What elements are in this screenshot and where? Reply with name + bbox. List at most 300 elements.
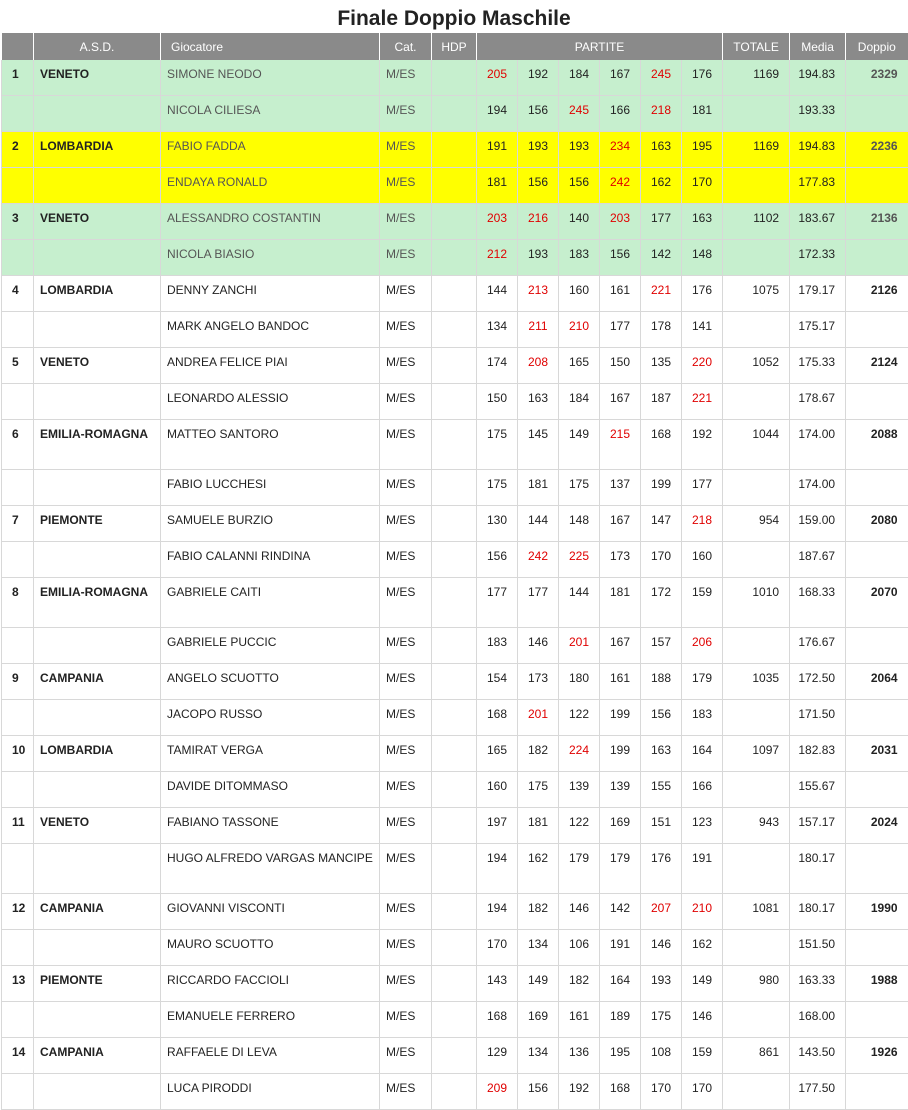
game-score-cell: 175 xyxy=(518,772,559,808)
total-cell xyxy=(723,168,790,204)
game-score-cell: 163 xyxy=(641,132,682,168)
asd-cell: CAMPANIA xyxy=(34,664,161,700)
double-cell: 1988 xyxy=(846,966,908,1002)
rank-cell xyxy=(2,700,34,736)
game-score-cell: 175 xyxy=(477,470,518,506)
total-cell: 1097 xyxy=(723,736,790,772)
hdp-cell xyxy=(432,808,477,844)
hdp-cell xyxy=(432,168,477,204)
game-score-cell: 183 xyxy=(682,700,723,736)
game-score-cell: 173 xyxy=(518,664,559,700)
game-score-cell: 164 xyxy=(682,736,723,772)
player-cell: ENDAYA RONALD xyxy=(161,168,380,204)
table-row xyxy=(2,312,908,348)
avg-cell: 155.67 xyxy=(790,772,846,808)
rank-cell xyxy=(2,628,34,664)
avg-cell: 168.33 xyxy=(790,578,846,628)
cat-cell: M/ES xyxy=(380,312,432,348)
hdp-cell xyxy=(432,1074,477,1110)
player-cell: GABRIELE PUCCIC xyxy=(161,628,380,664)
table-row xyxy=(2,384,908,420)
avg-cell: 172.50 xyxy=(790,664,846,700)
game-score-cell: 207 xyxy=(641,894,682,930)
game-score-cell: 161 xyxy=(600,664,641,700)
game-score-cell: 199 xyxy=(600,700,641,736)
game-score-cell: 234 xyxy=(600,132,641,168)
total-cell xyxy=(723,1074,790,1110)
header-rank xyxy=(2,33,34,60)
game-score-cell: 191 xyxy=(682,844,723,894)
game-score-cell: 170 xyxy=(641,1074,682,1110)
game-score-cell: 142 xyxy=(641,240,682,276)
game-score-cell: 139 xyxy=(559,772,600,808)
table-row xyxy=(2,542,908,578)
table-row xyxy=(2,772,908,808)
cat-cell: M/ES xyxy=(380,348,432,384)
hdp-cell xyxy=(432,966,477,1002)
rank-cell: 4 xyxy=(2,276,34,312)
player-cell: SIMONE NEODO xyxy=(161,60,380,96)
game-score-cell: 165 xyxy=(477,736,518,772)
cat-cell: M/ES xyxy=(380,60,432,96)
player-cell: DENNY ZANCHI xyxy=(161,276,380,312)
asd-cell xyxy=(34,1074,161,1110)
asd-cell xyxy=(34,700,161,736)
game-score-cell: 108 xyxy=(641,1038,682,1074)
cat-cell: M/ES xyxy=(380,1038,432,1074)
player-cell: TAMIRAT VERGA xyxy=(161,736,380,772)
rank-cell: 13 xyxy=(2,966,34,1002)
asd-cell: VENETO xyxy=(34,808,161,844)
game-score-cell: 168 xyxy=(477,700,518,736)
game-score-cell: 122 xyxy=(559,700,600,736)
total-cell xyxy=(723,772,790,808)
avg-cell: 180.17 xyxy=(790,844,846,894)
table-row xyxy=(2,1038,908,1074)
game-score-cell: 170 xyxy=(682,168,723,204)
game-score-cell: 192 xyxy=(682,420,723,470)
asd-cell: LOMBARDIA xyxy=(34,276,161,312)
total-cell xyxy=(723,470,790,506)
rank-cell xyxy=(2,240,34,276)
game-score-cell: 182 xyxy=(559,966,600,1002)
header-hdp: HDP xyxy=(432,33,477,60)
double-cell xyxy=(846,96,908,132)
game-score-cell: 177 xyxy=(518,578,559,628)
asd-cell xyxy=(34,168,161,204)
asd-cell xyxy=(34,844,161,894)
game-score-cell: 160 xyxy=(477,772,518,808)
hdp-cell xyxy=(432,312,477,348)
rank-cell xyxy=(2,312,34,348)
game-score-cell: 122 xyxy=(559,808,600,844)
rank-cell xyxy=(2,470,34,506)
total-cell: 1035 xyxy=(723,664,790,700)
avg-cell: 193.33 xyxy=(790,96,846,132)
hdp-cell xyxy=(432,60,477,96)
game-score-cell: 143 xyxy=(477,966,518,1002)
game-score-cell: 201 xyxy=(518,700,559,736)
game-score-cell: 209 xyxy=(477,1074,518,1110)
table-row xyxy=(2,628,908,664)
avg-cell: 177.50 xyxy=(790,1074,846,1110)
hdp-cell xyxy=(432,894,477,930)
cat-cell: M/ES xyxy=(380,1002,432,1038)
player-cell: DAVIDE DITOMMASO xyxy=(161,772,380,808)
avg-cell: 168.00 xyxy=(790,1002,846,1038)
game-score-cell: 183 xyxy=(477,628,518,664)
player-cell: MATTEO SANTORO xyxy=(161,420,380,470)
avg-cell: 178.67 xyxy=(790,384,846,420)
game-score-cell: 199 xyxy=(641,470,682,506)
game-score-cell: 245 xyxy=(641,60,682,96)
game-score-cell: 193 xyxy=(518,240,559,276)
asd-cell: EMILIA-ROMAGNA xyxy=(34,578,161,628)
total-cell xyxy=(723,628,790,664)
game-score-cell: 194 xyxy=(477,894,518,930)
cat-cell: M/ES xyxy=(380,966,432,1002)
double-cell xyxy=(846,168,908,204)
game-score-cell: 151 xyxy=(641,808,682,844)
table-row xyxy=(2,240,908,276)
player-cell: MARK ANGELO BANDOC xyxy=(161,312,380,348)
hdp-cell xyxy=(432,240,477,276)
rank-cell xyxy=(2,844,34,894)
game-score-cell: 224 xyxy=(559,736,600,772)
hdp-cell xyxy=(432,628,477,664)
header-asd: A.S.D. xyxy=(34,33,161,60)
game-score-cell: 193 xyxy=(559,132,600,168)
cat-cell: M/ES xyxy=(380,506,432,542)
table-row xyxy=(2,844,908,894)
total-cell xyxy=(723,312,790,348)
player-cell: RICCARDO FACCIOLI xyxy=(161,966,380,1002)
total-cell: 980 xyxy=(723,966,790,1002)
game-score-cell: 167 xyxy=(600,628,641,664)
table-row xyxy=(2,132,908,168)
game-score-cell: 175 xyxy=(559,470,600,506)
double-cell: 2136 xyxy=(846,204,908,240)
hdp-cell xyxy=(432,1038,477,1074)
hdp-cell xyxy=(432,736,477,772)
rank-cell xyxy=(2,1002,34,1038)
avg-cell: 194.83 xyxy=(790,60,846,96)
game-score-cell: 184 xyxy=(559,60,600,96)
table-row xyxy=(2,204,908,240)
total-cell xyxy=(723,1002,790,1038)
results-body xyxy=(2,60,908,1110)
game-score-cell: 150 xyxy=(600,348,641,384)
game-score-cell: 193 xyxy=(641,966,682,1002)
double-cell xyxy=(846,930,908,966)
game-score-cell: 183 xyxy=(559,240,600,276)
game-score-cell: 221 xyxy=(682,384,723,420)
game-score-cell: 146 xyxy=(559,894,600,930)
player-cell: JACOPO RUSSO xyxy=(161,700,380,736)
total-cell: 1010 xyxy=(723,578,790,628)
game-score-cell: 181 xyxy=(682,96,723,132)
game-score-cell: 162 xyxy=(682,930,723,966)
rank-cell: 5 xyxy=(2,348,34,384)
game-score-cell: 179 xyxy=(559,844,600,894)
player-cell: LEONARDO ALESSIO xyxy=(161,384,380,420)
double-cell xyxy=(846,1002,908,1038)
total-cell xyxy=(723,542,790,578)
game-score-cell: 187 xyxy=(641,384,682,420)
asd-cell xyxy=(34,384,161,420)
asd-cell xyxy=(34,542,161,578)
rank-cell: 12 xyxy=(2,894,34,930)
game-score-cell: 168 xyxy=(641,420,682,470)
game-score-cell: 167 xyxy=(600,60,641,96)
avg-cell: 143.50 xyxy=(790,1038,846,1074)
asd-cell: CAMPANIA xyxy=(34,1038,161,1074)
player-cell: FABIO CALANNI RINDINA xyxy=(161,542,380,578)
game-score-cell: 130 xyxy=(477,506,518,542)
total-cell xyxy=(723,700,790,736)
total-cell: 1169 xyxy=(723,60,790,96)
game-score-cell: 174 xyxy=(477,348,518,384)
game-score-cell: 242 xyxy=(600,168,641,204)
game-score-cell: 154 xyxy=(477,664,518,700)
game-score-cell: 216 xyxy=(518,204,559,240)
total-cell xyxy=(723,384,790,420)
player-cell: FABIO FADDA xyxy=(161,132,380,168)
hdp-cell xyxy=(432,664,477,700)
double-cell xyxy=(846,700,908,736)
game-score-cell: 181 xyxy=(477,168,518,204)
cat-cell: M/ES xyxy=(380,168,432,204)
game-score-cell: 242 xyxy=(518,542,559,578)
game-score-cell: 137 xyxy=(600,470,641,506)
game-score-cell: 155 xyxy=(641,772,682,808)
game-score-cell: 205 xyxy=(477,60,518,96)
player-cell: NICOLA CILIESA xyxy=(161,96,380,132)
rank-cell xyxy=(2,96,34,132)
game-score-cell: 179 xyxy=(600,844,641,894)
player-cell: SAMUELE BURZIO xyxy=(161,506,380,542)
total-cell: 1102 xyxy=(723,204,790,240)
hdp-cell xyxy=(432,844,477,894)
game-score-cell: 172 xyxy=(641,578,682,628)
game-score-cell: 175 xyxy=(641,1002,682,1038)
game-score-cell: 144 xyxy=(518,506,559,542)
total-cell xyxy=(723,844,790,894)
cat-cell: M/ES xyxy=(380,930,432,966)
game-score-cell: 213 xyxy=(518,276,559,312)
game-score-cell: 142 xyxy=(600,894,641,930)
hdp-cell xyxy=(432,772,477,808)
table-row xyxy=(2,96,908,132)
game-score-cell: 170 xyxy=(682,1074,723,1110)
game-score-cell: 147 xyxy=(641,506,682,542)
game-score-cell: 184 xyxy=(559,384,600,420)
results-table xyxy=(1,33,908,1110)
cat-cell: M/ES xyxy=(380,844,432,894)
game-score-cell: 168 xyxy=(477,1002,518,1038)
game-score-cell: 191 xyxy=(600,930,641,966)
asd-cell xyxy=(34,772,161,808)
table-row xyxy=(2,506,908,542)
game-score-cell: 175 xyxy=(477,420,518,470)
player-cell: GIOVANNI VISCONTI xyxy=(161,894,380,930)
player-cell: NICOLA BIASIO xyxy=(161,240,380,276)
rank-cell: 3 xyxy=(2,204,34,240)
game-score-cell: 220 xyxy=(682,348,723,384)
rank-cell xyxy=(2,1074,34,1110)
game-score-cell: 169 xyxy=(518,1002,559,1038)
double-cell xyxy=(846,1074,908,1110)
total-cell: 1075 xyxy=(723,276,790,312)
game-score-cell: 134 xyxy=(477,312,518,348)
rank-cell xyxy=(2,384,34,420)
game-score-cell: 156 xyxy=(600,240,641,276)
player-cell: FABIO LUCCHESI xyxy=(161,470,380,506)
hdp-cell xyxy=(432,384,477,420)
rank-cell xyxy=(2,542,34,578)
rank-cell: 10 xyxy=(2,736,34,772)
total-cell xyxy=(723,96,790,132)
game-score-cell: 156 xyxy=(518,96,559,132)
game-score-cell: 211 xyxy=(518,312,559,348)
rank-cell: 2 xyxy=(2,132,34,168)
game-score-cell: 167 xyxy=(600,384,641,420)
double-cell xyxy=(846,772,908,808)
double-cell: 2070 xyxy=(846,578,908,628)
table-row xyxy=(2,930,908,966)
game-score-cell: 134 xyxy=(518,1038,559,1074)
table-row xyxy=(2,420,908,470)
game-score-cell: 146 xyxy=(682,1002,723,1038)
game-score-cell: 136 xyxy=(559,1038,600,1074)
player-cell: GABRIELE CAITI xyxy=(161,578,380,628)
total-cell: 861 xyxy=(723,1038,790,1074)
table-row xyxy=(2,348,908,384)
hdp-cell xyxy=(432,470,477,506)
avg-cell: 175.17 xyxy=(790,312,846,348)
rank-cell xyxy=(2,168,34,204)
cat-cell: M/ES xyxy=(380,96,432,132)
game-score-cell: 146 xyxy=(518,628,559,664)
cat-cell: M/ES xyxy=(380,420,432,470)
total-cell: 1052 xyxy=(723,348,790,384)
total-cell xyxy=(723,240,790,276)
game-score-cell: 193 xyxy=(518,132,559,168)
game-score-cell: 210 xyxy=(682,894,723,930)
game-score-cell: 162 xyxy=(518,844,559,894)
asd-cell: VENETO xyxy=(34,60,161,96)
double-cell: 1990 xyxy=(846,894,908,930)
double-cell: 2124 xyxy=(846,348,908,384)
double-cell: 2329 xyxy=(846,60,908,96)
hdp-cell xyxy=(432,578,477,628)
header-total: TOTALE xyxy=(723,33,790,60)
game-score-cell: 141 xyxy=(682,312,723,348)
total-cell: 1169 xyxy=(723,132,790,168)
game-score-cell: 194 xyxy=(477,96,518,132)
game-score-cell: 156 xyxy=(559,168,600,204)
game-score-cell: 191 xyxy=(477,132,518,168)
double-cell: 1926 xyxy=(846,1038,908,1074)
rank-cell: 11 xyxy=(2,808,34,844)
rank-cell: 9 xyxy=(2,664,34,700)
asd-cell xyxy=(34,312,161,348)
game-score-cell: 206 xyxy=(682,628,723,664)
game-score-cell: 161 xyxy=(600,276,641,312)
cat-cell: M/ES xyxy=(380,470,432,506)
game-score-cell: 176 xyxy=(682,60,723,96)
avg-cell: 151.50 xyxy=(790,930,846,966)
rank-cell xyxy=(2,930,34,966)
table-row xyxy=(2,808,908,844)
hdp-cell xyxy=(432,96,477,132)
cat-cell: M/ES xyxy=(380,384,432,420)
cat-cell: M/ES xyxy=(380,808,432,844)
total-cell: 1081 xyxy=(723,894,790,930)
player-cell: EMANUELE FERRERO xyxy=(161,1002,380,1038)
hdp-cell xyxy=(432,506,477,542)
double-cell xyxy=(846,470,908,506)
game-score-cell: 163 xyxy=(518,384,559,420)
game-score-cell: 106 xyxy=(559,930,600,966)
avg-cell: 179.17 xyxy=(790,276,846,312)
avg-cell: 174.00 xyxy=(790,470,846,506)
game-score-cell: 203 xyxy=(600,204,641,240)
total-cell: 1044 xyxy=(723,420,790,470)
avg-cell: 174.00 xyxy=(790,420,846,470)
game-score-cell: 148 xyxy=(682,240,723,276)
asd-cell xyxy=(34,470,161,506)
double-cell xyxy=(846,240,908,276)
rank-cell: 7 xyxy=(2,506,34,542)
avg-cell: 175.33 xyxy=(790,348,846,384)
asd-cell xyxy=(34,628,161,664)
double-cell: 2236 xyxy=(846,132,908,168)
total-cell: 943 xyxy=(723,808,790,844)
game-score-cell: 188 xyxy=(641,664,682,700)
game-score-cell: 134 xyxy=(518,930,559,966)
header-row xyxy=(2,33,908,60)
hdp-cell xyxy=(432,348,477,384)
double-cell xyxy=(846,312,908,348)
double-cell xyxy=(846,844,908,894)
game-score-cell: 180 xyxy=(559,664,600,700)
hdp-cell xyxy=(432,132,477,168)
game-score-cell: 195 xyxy=(600,1038,641,1074)
page-title: Finale Doppio Maschile xyxy=(337,7,571,30)
avg-cell: 176.67 xyxy=(790,628,846,664)
table-row xyxy=(2,1074,908,1110)
game-score-cell: 221 xyxy=(641,276,682,312)
asd-cell: LOMBARDIA xyxy=(34,736,161,772)
double-cell: 2024 xyxy=(846,808,908,844)
cat-cell: M/ES xyxy=(380,700,432,736)
table-row xyxy=(2,60,908,96)
table-row xyxy=(2,168,908,204)
hdp-cell xyxy=(432,542,477,578)
game-score-cell: 195 xyxy=(682,132,723,168)
cat-cell: M/ES xyxy=(380,664,432,700)
player-cell: FABIANO TASSONE xyxy=(161,808,380,844)
table-row xyxy=(2,470,908,506)
game-score-cell: 212 xyxy=(477,240,518,276)
game-score-cell: 150 xyxy=(477,384,518,420)
game-score-cell: 156 xyxy=(641,700,682,736)
game-score-cell: 194 xyxy=(477,844,518,894)
player-cell: ALESSANDRO COSTANTIN xyxy=(161,204,380,240)
double-cell xyxy=(846,542,908,578)
cat-cell: M/ES xyxy=(380,628,432,664)
